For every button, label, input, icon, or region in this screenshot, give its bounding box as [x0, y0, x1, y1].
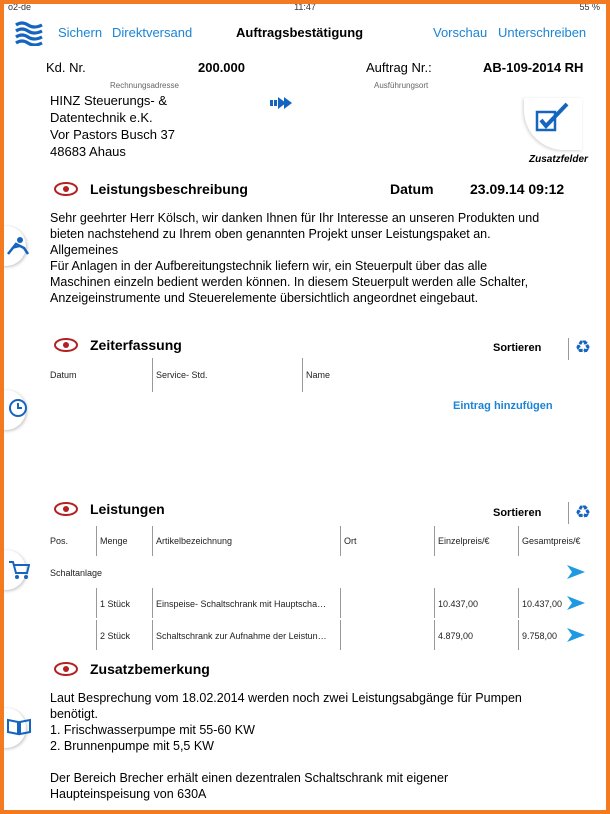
column-header: Pos.: [50, 536, 69, 546]
book-icon[interactable]: [7, 718, 31, 741]
execution-site-caption: Ausführungsort: [374, 81, 429, 90]
text-line: 2. Brunnenpumpe mit 5,5 KW: [50, 739, 214, 753]
order-number-label: Auftrag Nr.:: [366, 60, 432, 75]
clock: 11:47: [294, 4, 316, 12]
divider: [96, 620, 97, 650]
worker-icon[interactable]: [6, 236, 30, 261]
billing-address-caption: Rechnungsadresse: [110, 81, 179, 90]
address-line: Datentechnik e.K.: [50, 110, 153, 125]
text-line: Sehr geehrter Herr Kölsch, wir danken Ihnen für Ihr Interesse an unseren Produkten und: [50, 211, 540, 225]
divider: [96, 588, 97, 618]
clock-icon[interactable]: [8, 398, 28, 423]
column-header: Einzelpreis/€: [438, 536, 490, 546]
divider: [568, 502, 569, 524]
text-line: Für Anlagen in der Aufbereitungstechnik liefern wir, ein Steuerpult über das alle: [50, 259, 488, 273]
divider: [434, 526, 435, 556]
text-line: Haupteinspeisung von 630A: [50, 787, 207, 801]
app-menu-icon[interactable]: [14, 20, 44, 51]
forward-arrow-icon[interactable]: [270, 96, 294, 115]
screen: [4, 4, 606, 810]
divider: [518, 588, 519, 618]
divider: [518, 526, 519, 556]
divider: [434, 620, 435, 650]
text-line: Der Bereich Brecher erhält einen dezentralen Schaltschrank mit eigener: [50, 771, 449, 785]
divider: [152, 620, 153, 650]
remarks-title: Zusatzbemerkung: [90, 661, 210, 677]
divider: [568, 338, 569, 360]
row-article[interactable]: Schaltschrank zur Aufnahme der Leistun…: [156, 631, 327, 641]
eye-icon[interactable]: [54, 338, 78, 357]
checkbox-icon[interactable]: [534, 102, 570, 139]
text-line: Laut Besprechung vom 18.02.2014 werden noch zwei Leistungsabgänge für Pumpen: [50, 691, 522, 705]
eye-icon[interactable]: [54, 662, 78, 681]
preview-button[interactable]: Vorschau: [433, 25, 488, 40]
row-quantity[interactable]: 2 Stück: [100, 631, 131, 641]
customer-number-label: Kd. Nr.: [46, 60, 86, 75]
divider: [518, 620, 519, 650]
text-line: Maschinen einzeln bedient werden können. In diesem Steuerpult werden alle Schalter,: [50, 275, 529, 289]
divider: [96, 526, 97, 556]
services-sort-button[interactable]: Sortieren: [493, 507, 542, 519]
text-line: [50, 754, 606, 770]
divider: [434, 588, 435, 618]
description-title: Leistungsbeschreibung: [90, 181, 248, 197]
address-line: Vor Pastors Busch 37: [50, 127, 176, 142]
row-total[interactable]: 9.758,00: [522, 631, 558, 641]
date-value[interactable]: 23.09.14 09:12: [470, 181, 565, 197]
eye-icon[interactable]: [54, 182, 78, 201]
arrow-right-icon[interactable]: [566, 627, 586, 648]
divider: [340, 588, 341, 618]
row-total[interactable]: 10.437,00: [522, 599, 563, 609]
customer-number-value[interactable]: 200.000: [198, 60, 245, 75]
page-title: Auftragsbestätigung: [236, 25, 364, 40]
text-line: bieten nachstehend zu Ihrem oben genannten Projekt unser Leistungspaket an.: [50, 227, 491, 241]
services-title: Leistungen: [90, 501, 165, 517]
extra-fields-label[interactable]: Zusatzfelder: [529, 154, 588, 165]
text-line: Anzeigeinstrumente und Steuerelemente übersichtlich angeordnet eingebaut.: [50, 291, 479, 305]
row-unit-price[interactable]: 10.437,00: [438, 599, 479, 609]
battery-label: 55 %: [579, 4, 600, 12]
address-line: 48683 Ahaus: [50, 144, 126, 159]
arrow-right-icon[interactable]: [566, 564, 586, 585]
divider: [340, 526, 341, 556]
arrow-right-icon[interactable]: [566, 595, 586, 616]
text-line: benötigt.: [50, 707, 98, 721]
divider: [152, 358, 153, 392]
column-header: Gesamtpreis/€: [522, 536, 581, 546]
column-header: Ort: [344, 536, 357, 546]
add-entry-button[interactable]: Eintrag hinzufügen: [453, 400, 553, 412]
address-line: HINZ Steuerungs- &: [50, 93, 168, 108]
date-label: Datum: [390, 181, 434, 197]
row-unit-price[interactable]: 4.879,00: [438, 631, 474, 641]
divider: [340, 620, 341, 650]
time-sort-button[interactable]: Sortieren: [493, 342, 542, 354]
recycle-icon[interactable]: ♻: [575, 337, 592, 357]
order-number-value[interactable]: AB-109-2014 RH: [483, 60, 584, 75]
divider: [152, 526, 153, 556]
text-line: 1. Frischwasserpumpe mit 55-60 KW: [50, 723, 255, 737]
sign-button[interactable]: Unterschreiben: [498, 25, 587, 40]
column-header: Service- Std.: [156, 370, 208, 380]
column-header: Datum: [50, 370, 77, 380]
column-header: Name: [306, 370, 331, 380]
save-button[interactable]: Sichern: [58, 25, 103, 40]
cart-icon[interactable]: [8, 560, 30, 585]
billing-address[interactable]: [50, 92, 175, 160]
divider: [302, 358, 303, 392]
direct-send-button[interactable]: Direktversand: [112, 25, 193, 40]
row-article[interactable]: Einspeise- Schaltschrank mit Hauptscha…: [156, 599, 327, 609]
carrier-label: o2-de: [8, 4, 32, 12]
row-quantity[interactable]: 1 Stück: [100, 599, 131, 609]
time-tracking-title: Zeiterfassung: [90, 337, 182, 353]
recycle-icon[interactable]: ♻: [575, 502, 592, 522]
remarks-text[interactable]: [50, 690, 606, 802]
column-header: Menge: [100, 536, 128, 546]
column-header: Artikelbezeichnung: [156, 536, 233, 546]
status-bar: [4, 4, 606, 14]
description-text[interactable]: [50, 210, 606, 306]
eye-icon[interactable]: [54, 502, 78, 521]
divider: [152, 588, 153, 618]
text-line: Allgemeines: [50, 243, 119, 257]
group-label[interactable]: Schaltanlage: [50, 568, 103, 578]
